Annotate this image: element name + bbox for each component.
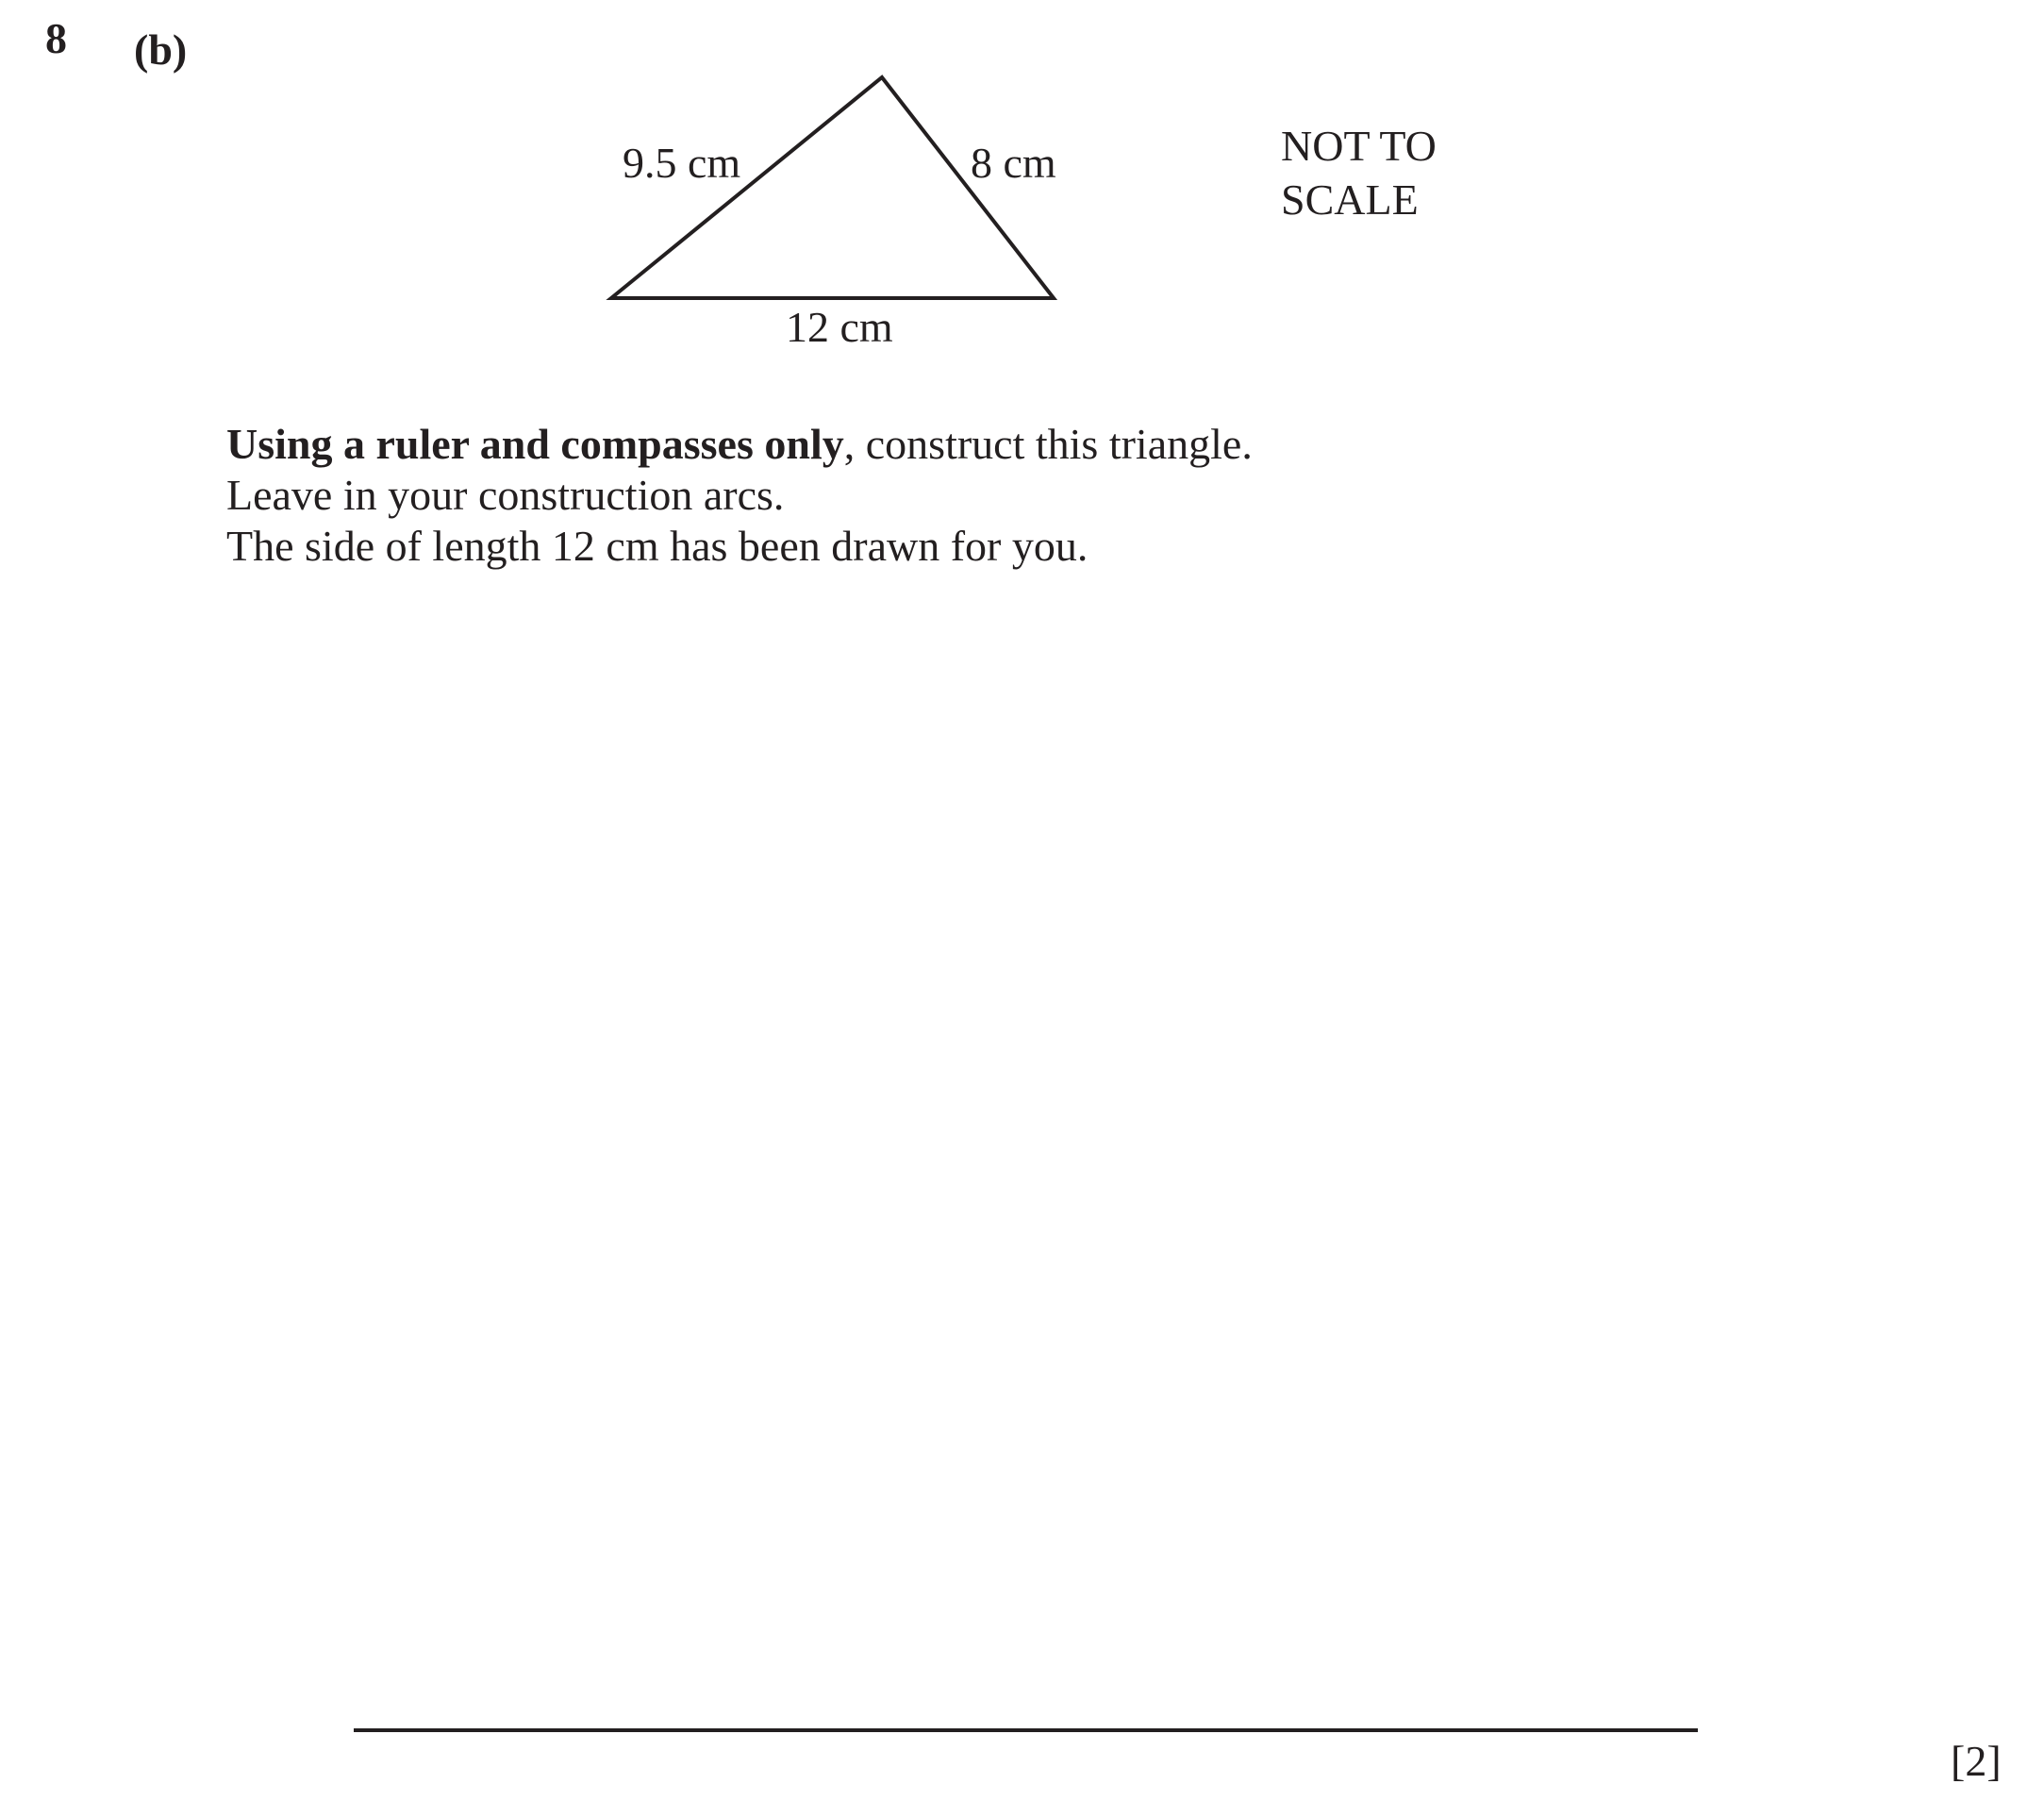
question-part-label: (b) (134, 25, 188, 74)
question-number: 8 (45, 14, 67, 62)
instruction-line-1-rest: , construct this triangle. (843, 420, 1253, 468)
side-base-label: 12 cm (786, 303, 893, 351)
not-to-scale-note (1281, 119, 1437, 226)
instruction-line-1 (226, 419, 1253, 470)
not-to-scale-line2: SCALE (1281, 175, 1419, 224)
triangle-figure (0, 0, 2044, 377)
side-left-label: 9.5 cm (623, 139, 741, 187)
instructions (226, 419, 1253, 572)
side-right-label: 8 cm (971, 139, 1056, 187)
triangle-outline (611, 77, 1054, 298)
instruction-emphasis: Using a ruler and compasses only (226, 420, 844, 468)
instruction-line-3: The side of length 12 cm has been drawn for you. (226, 522, 1088, 570)
not-to-scale-line1: NOT TO (1281, 122, 1437, 170)
instruction-line-2: Leave in your construction arcs. (226, 471, 785, 519)
marks-label: [2] (1951, 1737, 2002, 1785)
